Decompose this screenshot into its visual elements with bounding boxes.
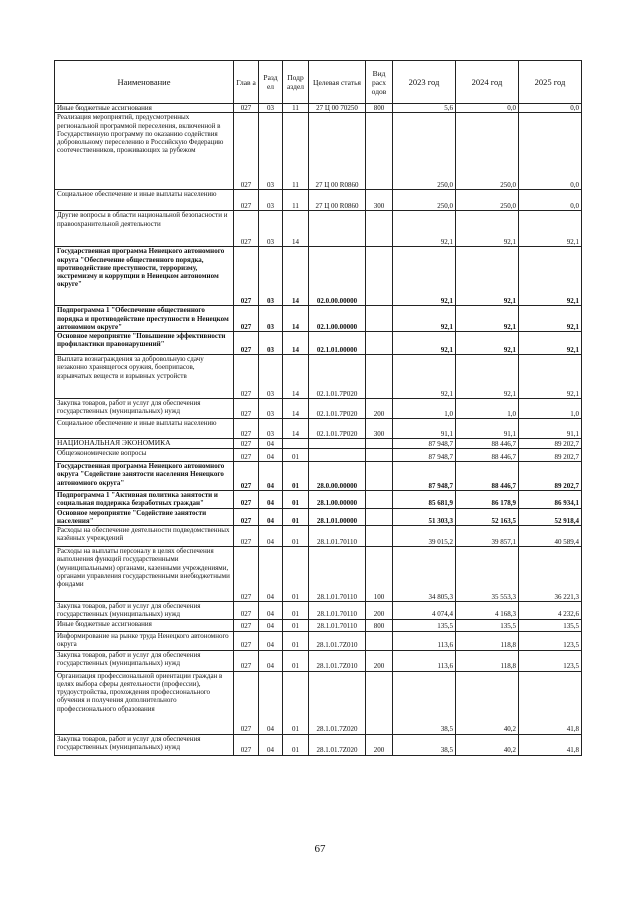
row-expense-type: 200 [366, 399, 393, 419]
row-2023: 4 074,4 [393, 602, 456, 620]
row-name: Организация профессиональной ориентации граждан в целях выбора сферы деятельности (профессии), трудоустройства, прохождения профессионального обучения и получения дополнительного профессионального образования [55, 671, 234, 734]
row-2024: 118,8 [456, 650, 519, 671]
row-2025: 91,1 [519, 419, 582, 439]
row-2025: 36 221,3 [519, 547, 582, 602]
table-row [55, 113, 582, 190]
table-row [55, 491, 582, 509]
row-razdel: 04 [259, 734, 283, 755]
row-2024: 91,1 [456, 419, 519, 439]
row-2023: 91,1 [393, 419, 456, 439]
row-name: Государственная программа Ненецкого автономного округа "Обеспечение общественного порядка, противодействие преступности, терроризму, экстремизму и коррупции в Ненецком автономном округе" [55, 247, 234, 306]
row-razdel: 04 [259, 671, 283, 734]
row-2023: 87 948,7 [393, 462, 456, 491]
row-target: 27 Ц 00 70250 [309, 104, 366, 113]
table-row [55, 734, 582, 755]
row-target: 28.1.01.70110 [309, 602, 366, 620]
row-2025: 123,5 [519, 650, 582, 671]
row-2025: 52 918,4 [519, 508, 582, 526]
row-2024: 86 178,9 [456, 491, 519, 509]
row-glava: 027 [234, 419, 259, 439]
row-target: 27 Ц 00 R0860 [309, 190, 366, 211]
row-razdel: 04 [259, 491, 283, 509]
table-row [55, 247, 582, 306]
row-2025: 92,1 [519, 306, 582, 332]
row-2025: 0,0 [519, 104, 582, 113]
row-target [309, 211, 366, 247]
row-2024: 92,1 [456, 247, 519, 306]
row-expense-type [366, 306, 393, 332]
row-name: Информирование на рынке труда Ненецкого автономного округа [55, 631, 234, 650]
row-target: 28.0.00.00000 [309, 462, 366, 491]
row-2024: 92,1 [456, 211, 519, 247]
table-row [55, 671, 582, 734]
row-2024: 1,0 [456, 399, 519, 419]
row-name: Реализация мероприятий, предусмотренных региональной программой переселения, включенной в Государственную программу по оказанию содействия добровольному переселению в Российскую Федерацию соотечественников, проживающих за рубежом [55, 113, 234, 190]
row-razdel: 04 [259, 631, 283, 650]
row-2023: 92,1 [393, 355, 456, 399]
row-target: 28.1.01.00000 [309, 508, 366, 526]
row-expense-type: 300 [366, 190, 393, 211]
row-razdel: 04 [259, 526, 283, 547]
row-expense-type [366, 355, 393, 399]
row-name: Закупка товаров, работ и услуг для обеспечения государственных (муниципальных) нужд [55, 399, 234, 419]
row-target [309, 439, 366, 449]
row-name: Основное мероприятие "Содействие занятости населения" [55, 508, 234, 526]
row-2024: 250,0 [456, 190, 519, 211]
row-expense-type [366, 631, 393, 650]
row-podrazdel: 11 [283, 104, 309, 113]
table-row [55, 631, 582, 650]
row-2024: 35 553,3 [456, 547, 519, 602]
row-razdel: 03 [259, 332, 283, 355]
row-2025: 135,5 [519, 619, 582, 631]
row-podrazdel: 14 [283, 211, 309, 247]
table-row [55, 419, 582, 439]
row-name: Основное мероприятие "Повышение эффективности профилактики правонарушений" [55, 332, 234, 355]
row-target: 28.1.00.00000 [309, 491, 366, 509]
table-row [55, 508, 582, 526]
row-glava: 027 [234, 104, 259, 113]
row-target: 02.1.01.7Р020 [309, 355, 366, 399]
row-2023: 113,6 [393, 650, 456, 671]
row-2023: 38,5 [393, 671, 456, 734]
row-2024: 250,0 [456, 113, 519, 190]
row-name: Подпрограмма 1 "Обеспечение общественного порядка и противодействие преступности в Ненецком автономном округе" [55, 306, 234, 332]
row-2024: 52 163,5 [456, 508, 519, 526]
row-glava: 027 [234, 247, 259, 306]
row-glava: 027 [234, 332, 259, 355]
row-2025: 92,1 [519, 211, 582, 247]
row-2024: 40,2 [456, 671, 519, 734]
row-2025: 89 202,7 [519, 462, 582, 491]
page-number: 67 [314, 843, 326, 855]
row-2025: 4 232,6 [519, 602, 582, 620]
row-expense-type [366, 671, 393, 734]
table-row [55, 602, 582, 620]
row-podrazdel: 11 [283, 113, 309, 190]
row-target: 28.1.01.70110 [309, 526, 366, 547]
row-expense-type [366, 211, 393, 247]
row-expense-type [366, 332, 393, 355]
col-header-expense-type: Вид расх одов [366, 61, 393, 104]
row-expense-type: 200 [366, 650, 393, 671]
row-razdel: 03 [259, 211, 283, 247]
col-header-2025: 2025 год [519, 61, 582, 104]
row-glava: 027 [234, 619, 259, 631]
table-row [55, 439, 582, 449]
row-glava: 027 [234, 449, 259, 462]
row-razdel: 03 [259, 419, 283, 439]
row-2025: 0,0 [519, 190, 582, 211]
row-name: Расходы на обеспечение деятельности подведомственных казённых учреждений [55, 526, 234, 547]
row-podrazdel: 01 [283, 449, 309, 462]
row-name: Выплата вознаграждения за добровольную сдачу незаконно хранящегося оружия, боеприпасов, взрывчатых веществ и взрывных устройств [55, 355, 234, 399]
row-expense-type: 200 [366, 602, 393, 620]
table-header-row [55, 61, 582, 104]
row-2025: 41,8 [519, 671, 582, 734]
row-expense-type [366, 526, 393, 547]
row-podrazdel: 14 [283, 332, 309, 355]
row-expense-type [366, 113, 393, 190]
row-2025: 89 202,7 [519, 449, 582, 462]
row-2024: 135,5 [456, 619, 519, 631]
row-2023: 1,0 [393, 399, 456, 419]
table-row [55, 619, 582, 631]
row-name: НАЦИОНАЛЬНАЯ ЭКОНОМИКА [55, 439, 234, 449]
row-2024: 0,0 [456, 104, 519, 113]
row-razdel: 04 [259, 619, 283, 631]
row-podrazdel: 01 [283, 508, 309, 526]
row-2025: 86 934,1 [519, 491, 582, 509]
row-2024: 92,1 [456, 355, 519, 399]
row-glava: 027 [234, 399, 259, 419]
row-2025: 1,0 [519, 399, 582, 419]
row-expense-type: 100 [366, 547, 393, 602]
row-name: Закупка товаров, работ и услуг для обеспечения государственных (муниципальных) нужд [55, 602, 234, 620]
row-razdel: 03 [259, 113, 283, 190]
table-row [55, 650, 582, 671]
row-2023: 87 948,7 [393, 449, 456, 462]
table-row [55, 332, 582, 355]
row-2023: 5,6 [393, 104, 456, 113]
row-target: 02.1.01.00000 [309, 332, 366, 355]
table-row [55, 462, 582, 491]
row-expense-type [366, 439, 393, 449]
row-name: Социальное обеспечение и иные выплаты населению [55, 190, 234, 211]
row-glava: 027 [234, 602, 259, 620]
row-podrazdel: 11 [283, 190, 309, 211]
row-podrazdel: 01 [283, 491, 309, 509]
row-2024: 40,2 [456, 734, 519, 755]
row-podrazdel: 14 [283, 419, 309, 439]
col-header-podrazdel: Подр аздел [283, 61, 309, 104]
col-header-razdel: Разд ел [259, 61, 283, 104]
table-row [55, 399, 582, 419]
row-2023: 92,1 [393, 306, 456, 332]
table-row [55, 306, 582, 332]
row-glava: 027 [234, 650, 259, 671]
row-podrazdel: 01 [283, 526, 309, 547]
row-glava: 027 [234, 355, 259, 399]
row-expense-type [366, 449, 393, 462]
row-glava: 027 [234, 211, 259, 247]
row-glava: 027 [234, 526, 259, 547]
row-podrazdel: 01 [283, 462, 309, 491]
row-glava: 027 [234, 631, 259, 650]
row-glava: 027 [234, 306, 259, 332]
row-target: 02.1.00.00000 [309, 306, 366, 332]
table-row [55, 211, 582, 247]
row-podrazdel [283, 439, 309, 449]
row-2025: 123,5 [519, 631, 582, 650]
row-2023: 51 303,3 [393, 508, 456, 526]
row-razdel: 03 [259, 399, 283, 419]
row-2025: 40 589,4 [519, 526, 582, 547]
row-razdel: 04 [259, 650, 283, 671]
row-expense-type: 200 [366, 734, 393, 755]
col-header-2023: 2023 год [393, 61, 456, 104]
row-podrazdel: 01 [283, 602, 309, 620]
row-2025: 0,0 [519, 113, 582, 190]
table-row [55, 104, 582, 113]
row-razdel: 04 [259, 547, 283, 602]
row-expense-type [366, 508, 393, 526]
row-razdel: 03 [259, 104, 283, 113]
row-podrazdel: 14 [283, 399, 309, 419]
row-target [309, 449, 366, 462]
row-razdel: 03 [259, 306, 283, 332]
row-glava: 027 [234, 113, 259, 190]
row-target: 28.1.01.7Z020 [309, 671, 366, 734]
row-name: Подпрограмма 1 "Активная политика занятости и социальная поддержка безработных граждан" [55, 491, 234, 509]
row-podrazdel: 01 [283, 671, 309, 734]
row-2023: 92,1 [393, 332, 456, 355]
row-glava: 027 [234, 734, 259, 755]
row-name: Расходы на выплаты персоналу в целях обеспечения выполнения функций государственными (муниципальными) органами, казенными учреждениями, органами управления государственными внебюджетными фондами [55, 547, 234, 602]
row-razdel: 03 [259, 355, 283, 399]
table-row [55, 355, 582, 399]
row-podrazdel: 14 [283, 247, 309, 306]
row-target: 28.1.01.7Z010 [309, 650, 366, 671]
row-glava: 027 [234, 508, 259, 526]
row-glava: 027 [234, 462, 259, 491]
row-razdel: 03 [259, 247, 283, 306]
row-name: Иные бюджетные ассигнования [55, 104, 234, 113]
row-2024: 39 857,1 [456, 526, 519, 547]
row-2023: 85 681,9 [393, 491, 456, 509]
row-2023: 39 015,2 [393, 526, 456, 547]
row-2023: 87 948,7 [393, 439, 456, 449]
row-2025: 41,8 [519, 734, 582, 755]
row-name: Другие вопросы в области национальной безопасности и правоохранительной деятельности [55, 211, 234, 247]
row-razdel: 04 [259, 439, 283, 449]
row-razdel: 04 [259, 462, 283, 491]
row-2025: 92,1 [519, 247, 582, 306]
row-target: 02.0.00.00000 [309, 247, 366, 306]
row-2025: 92,1 [519, 355, 582, 399]
row-expense-type [366, 462, 393, 491]
row-target: 28.1.01.70110 [309, 619, 366, 631]
col-header-target: Целевая статья [309, 61, 366, 104]
row-razdel: 04 [259, 449, 283, 462]
row-target: 27 Ц 00 R0860 [309, 113, 366, 190]
row-2023: 92,1 [393, 247, 456, 306]
row-podrazdel: 01 [283, 650, 309, 671]
table-row [55, 547, 582, 602]
row-name: Закупка товаров, работ и услуг для обеспечения государственных (муниципальных) нужд [55, 734, 234, 755]
row-2023: 38,5 [393, 734, 456, 755]
row-name: Социальное обеспечение и иные выплаты населению [55, 419, 234, 439]
row-2024: 4 168,3 [456, 602, 519, 620]
row-2024: 92,1 [456, 306, 519, 332]
row-2023: 135,5 [393, 619, 456, 631]
row-2024: 88 446,7 [456, 439, 519, 449]
table-row [55, 526, 582, 547]
row-2024: 118,8 [456, 631, 519, 650]
col-header-glava: Глав а [234, 61, 259, 104]
row-podrazdel: 14 [283, 355, 309, 399]
table-row [55, 449, 582, 462]
row-2025: 89 202,7 [519, 439, 582, 449]
row-target: 02.1.01.7Р020 [309, 419, 366, 439]
budget-table [54, 60, 582, 756]
table-row [55, 190, 582, 211]
row-podrazdel: 01 [283, 734, 309, 755]
row-2023: 250,0 [393, 113, 456, 190]
row-2025: 92,1 [519, 332, 582, 355]
row-glava: 027 [234, 547, 259, 602]
row-expense-type: 300 [366, 419, 393, 439]
row-expense-type: 800 [366, 104, 393, 113]
row-2024: 92,1 [456, 332, 519, 355]
row-name: Общеэкономические вопросы [55, 449, 234, 462]
row-target: 02.1.01.7Р020 [309, 399, 366, 419]
row-podrazdel: 01 [283, 619, 309, 631]
row-glava: 027 [234, 491, 259, 509]
row-glava: 027 [234, 439, 259, 449]
row-podrazdel: 01 [283, 631, 309, 650]
row-target: 28.1.01.7Z020 [309, 734, 366, 755]
row-razdel: 04 [259, 602, 283, 620]
row-podrazdel: 14 [283, 306, 309, 332]
row-name: Государственная программа Ненецкого автономного округа "Содействие занятости населения Ненецкого автономного округа" [55, 462, 234, 491]
row-razdel: 04 [259, 508, 283, 526]
row-target: 28.1.01.70110 [309, 547, 366, 602]
row-razdel: 03 [259, 190, 283, 211]
col-header-2024: 2024 год [456, 61, 519, 104]
row-2023: 92,1 [393, 211, 456, 247]
row-glava: 027 [234, 190, 259, 211]
row-2024: 88 446,7 [456, 462, 519, 491]
row-name: Иные бюджетные ассигнования [55, 619, 234, 631]
row-expense-type: 800 [366, 619, 393, 631]
row-expense-type [366, 491, 393, 509]
row-name: Закупка товаров, работ и услуг для обеспечения государственных (муниципальных) нужд [55, 650, 234, 671]
row-2023: 113,6 [393, 631, 456, 650]
row-podrazdel: 01 [283, 547, 309, 602]
row-glava: 027 [234, 671, 259, 734]
col-header-name: Наименование [55, 61, 234, 104]
row-2023: 250,0 [393, 190, 456, 211]
row-target: 28.1.01.7Z010 [309, 631, 366, 650]
row-expense-type [366, 247, 393, 306]
row-2024: 88 446,7 [456, 449, 519, 462]
row-2023: 34 805,3 [393, 547, 456, 602]
